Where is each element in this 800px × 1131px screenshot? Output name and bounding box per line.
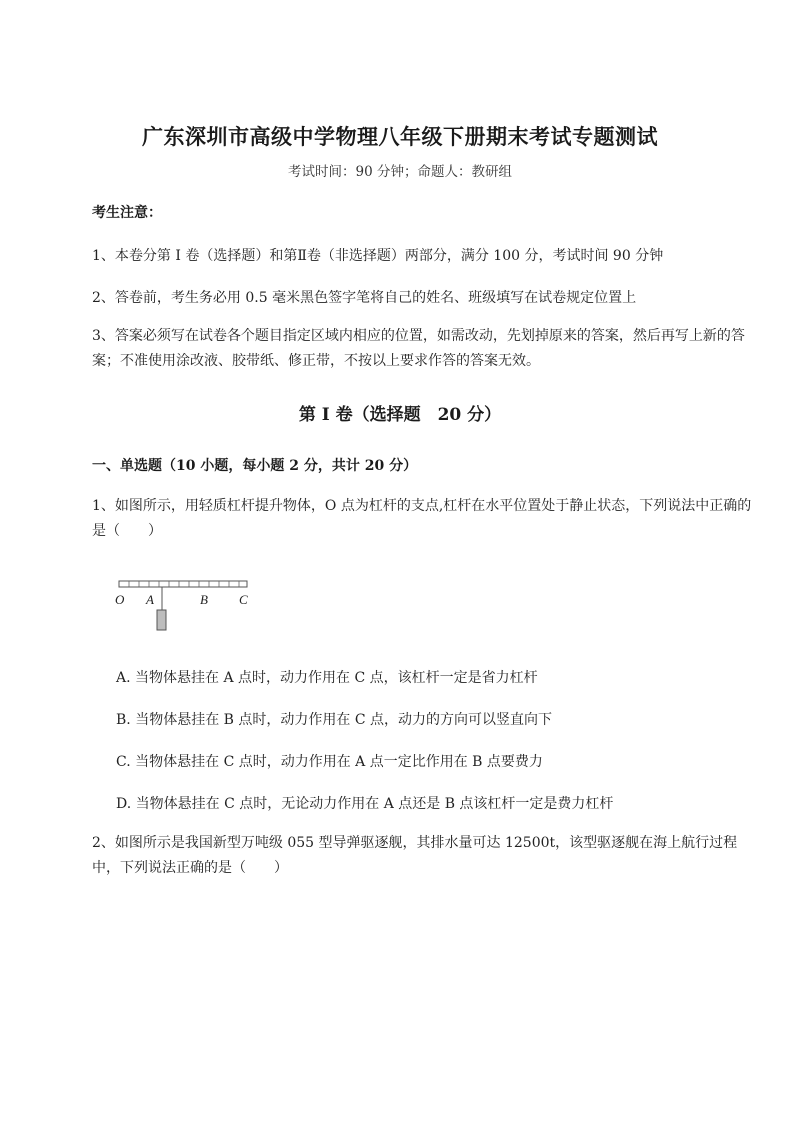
question-1-option-b: B. 当物体悬挂在 B 点时，动力作用在 C 点，动力的方向可以竖直向下 — [116, 712, 552, 728]
label-o: O — [115, 592, 125, 607]
hanging-weight — [157, 610, 166, 630]
lever-bar — [119, 581, 247, 587]
label-b: B — [200, 592, 208, 607]
exam-title: 广东深圳市高级中学物理八年级下册期末考试专题测试 — [142, 124, 658, 149]
notice-item-3: 3、答案必须写在试卷各个题目指定区域内相应的位置，如需改动，先划掉原来的答案，然后再写上新的答案；不准使用涂改液、胶带纸、修正带，不按以上要求作答的答案无效。 — [92, 328, 745, 369]
question-1-option-c: C. 当物体悬挂在 C 点时，动力作用在 A 点一定比作用在 B 点要费力 — [116, 754, 543, 770]
lever-diagram — [112, 576, 262, 636]
label-c: C — [239, 592, 248, 607]
question-2-stem: 2、如图所示是我国新型万吨级 055 型导弹驱逐舰，其排水量可达 12500t，该型驱逐舰在海上航行过程中，下列说法正确的是（ ） — [92, 835, 738, 876]
label-a: A — [146, 592, 154, 607]
notice-item-1: 1、本卷分第 I 卷（选择题）和第Ⅱ卷（非选择题）两部分，满分 100 分，考试时间 90 分钟 — [92, 248, 664, 264]
exam-subtitle: 考试时间：90 分钟；命题人：教研组 — [288, 164, 512, 180]
part-heading: 一、单选题（10 小题，每小题 2 分，共计 20 分） — [92, 458, 418, 474]
notice-heading: 考生注意： — [92, 205, 162, 221]
notice-item-2: 2、答卷前，考生务必用 0.5 毫米黑色签字笔将自己的姓名、班级填写在试卷规定位置上 — [92, 290, 637, 306]
question-1-option-a: A. 当物体悬挂在 A 点时，动力作用在 C 点，该杠杆一定是省力杠杆 — [116, 670, 538, 686]
section-title: 第 I 卷（选择题 20 分） — [298, 405, 502, 425]
question-1-stem: 1、如图所示，用轻质杠杆提升物体，O 点为杠杆的支点,杠杆在水平位置处于静止状态，下列说法中正确的是（ ） — [92, 498, 752, 539]
question-1-option-d: D. 当物体悬挂在 C 点时，无论动力作用在 A 点还是 B 点该杠杆一定是费力杠杆 — [116, 796, 614, 812]
